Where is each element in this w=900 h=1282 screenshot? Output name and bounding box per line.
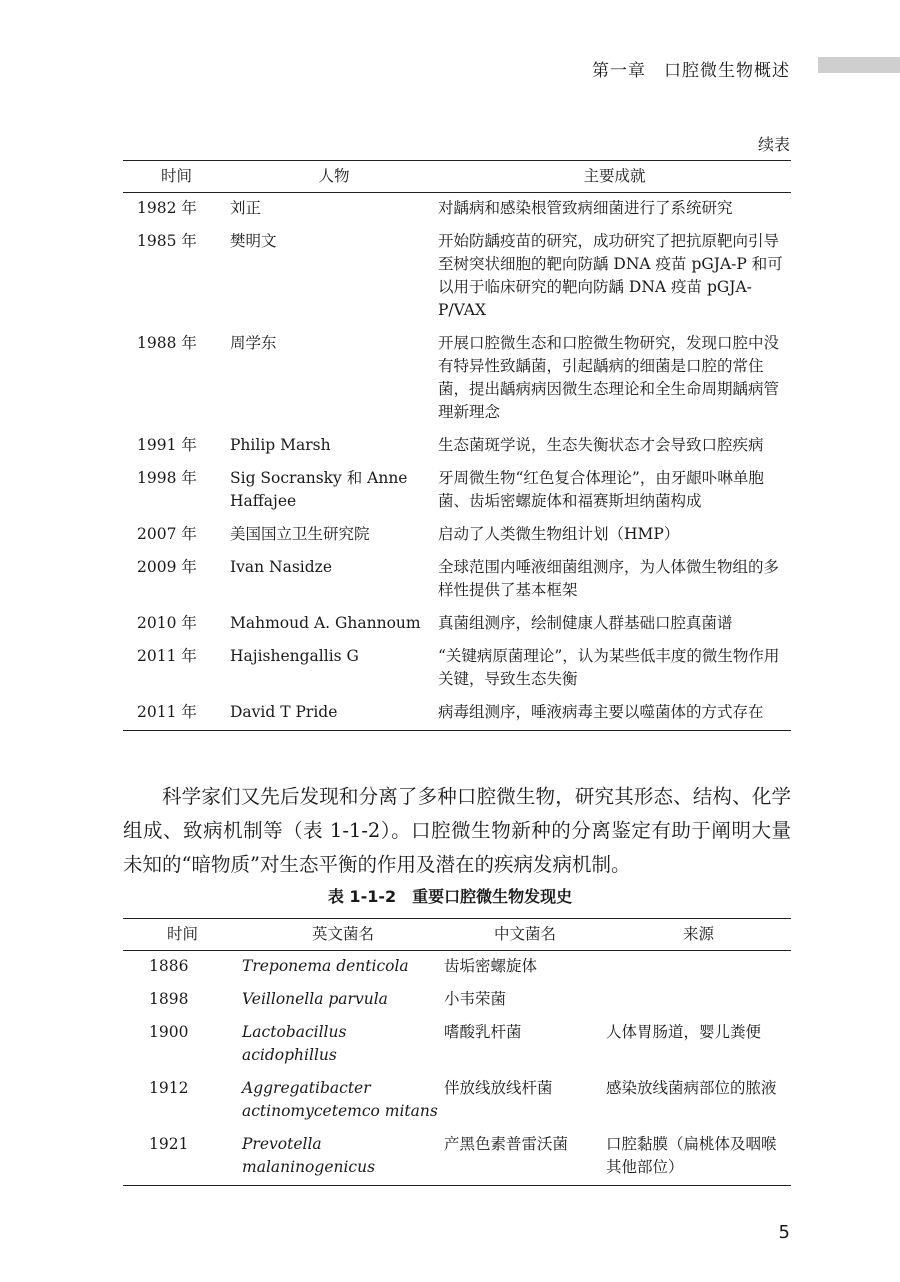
person-cell: 樊明文 [230,232,277,250]
source-cell: 感染放线菌病部位的脓液 [606,1079,777,1097]
column-header-achievement: 主要成就 [438,161,791,193]
person-cell: 周学东 [230,334,277,352]
english-name-cell: Treponema denticola [242,957,409,975]
person-cell: Mahmoud A. Ghannoum [230,614,421,632]
chinese-name-cell: 齿垢密螺旋体 [444,957,538,975]
english-name-cell: Prevotella malaninogenicus [242,1129,444,1186]
continued-label: 续表 [757,135,790,154]
year-cell: 2009 年 [137,558,197,576]
person-cell: 刘正 [230,199,262,217]
english-name-cell: Lactobacillus acidophillus [242,1023,347,1064]
english-name-cell: Aggregatibacter actinomycetemco mitans [242,1079,438,1120]
achievement-cell: 病毒组测序，唾液病毒主要以噬菌体的方式存在 [438,697,791,731]
year-cell: 1921 [123,1129,242,1186]
source-cell [606,951,791,985]
person-cell: Philip Marsh [230,436,331,454]
table-row [123,1073,791,1129]
chinese-name-cell: 小韦荣菌 [444,990,507,1008]
microbe-discovery-table [123,918,791,1186]
header-gray-bar [818,57,900,73]
year-cell: 1991 年 [137,436,197,454]
person-cell: 美国国立卫生研究院 [230,525,370,543]
person-cell: David T Pride [230,697,438,731]
year-cell: 1900 [149,1023,189,1041]
table-row [123,1017,791,1073]
year-cell: 2011 年 [137,647,197,665]
person-cell: Ivan Nasidze [230,558,333,576]
table-header-row [123,919,791,951]
page-number: 5 [778,1222,790,1243]
achievement-cell: “关键病原菌理论”，认为某些低丰度的微生物作用关键，导致生态失衡 [438,647,780,688]
person-cell: Sig Socransky 和 Anne Haffajee [230,469,408,510]
year-cell: 1988 年 [137,334,197,352]
achievement-cell: 牙周微生物“红色复合体理论”，由牙龈卟啉单胞菌、齿垢密螺旋体和福赛斯坦纳菌构成 [438,469,764,510]
table-header-row [123,161,791,193]
achievement-cell: 生态菌斑学说，生态失衡状态才会导致口腔疾病 [438,436,764,454]
column-header-english-name: 英文菌名 [242,919,444,951]
achievement-cell: 开展口腔微生态和口腔微生物研究，发现口腔中没有特异性致龋菌，引起龋病的细菌是口腔的常住菌，提出龋病病因微生态理论和全生命周期龋病管理新理念 [438,334,780,421]
table-row [123,984,791,1017]
table-row [123,226,791,328]
table-row [123,697,791,731]
column-header-person: 人物 [230,161,438,193]
year-cell: 1998 年 [137,469,197,487]
achievement-cell: 真菌组测序，绘制健康人群基础口腔真菌谱 [438,614,733,632]
body-paragraph: 科学家们又先后发现和分离了多种口腔微生物，研究其形态、结构、化学组成、致病机制等（表 1-1-2）。口腔微生物新种的分离鉴定有助于阐明大量未知的“暗物质”对生态平衡的作用及潜在的疾病发病机制。 [123,784,791,876]
table-row [123,641,791,697]
column-header-year: 时间 [123,161,230,193]
chapter-header-title: 第一章 口腔微生物概述 [592,61,790,81]
column-header-source: 来源 [606,919,791,951]
chinese-name-cell: 伴放线放线杆菌 [444,1079,553,1097]
table-row [123,519,791,552]
year-cell: 1898 [149,990,189,1008]
source-cell: 人体胃肠道，婴儿粪便 [606,1023,762,1041]
table-row [123,608,791,641]
chinese-name-cell: 嗜酸乳杆菌 [444,1023,522,1041]
year-cell: 1912 [149,1079,189,1097]
year-cell: 2011 年 [123,697,230,731]
table-row [123,951,791,985]
table-caption: 表 1-1-2 重要口腔微生物发现史 [327,887,573,906]
table-row [123,1129,791,1186]
year-cell: 2010 年 [137,614,197,632]
english-name-cell: Veillonella parvula [242,990,388,1008]
achievement-cell: 启动了人类微生物组计划（HMP） [438,525,680,543]
chinese-name-cell: 产黑色素普雷沃菌 [444,1129,606,1186]
year-cell: 1886 [149,957,189,975]
achievement-cell: 对龋病和感染根管致病细菌进行了系统研究 [438,199,733,217]
table-row [123,193,791,227]
year-cell: 1982 年 [137,199,197,217]
achievement-cell: 全球范围内唾液细菌组测序，为人体微生物组的多样性提供了基本框架 [438,558,780,599]
achievements-table [123,160,791,731]
year-cell: 2007 年 [137,525,197,543]
year-cell: 1985 年 [137,232,197,250]
source-cell: 口腔黏膜（扁桃体及咽喉其他部位） [606,1129,791,1186]
column-header-chinese-name: 中文菌名 [444,919,606,951]
table-row [123,328,791,430]
table-row [123,430,791,463]
column-header-year: 时间 [123,919,242,951]
table-row [123,552,791,608]
table-row [123,463,791,519]
achievement-cell: 开始防龋疫苗的研究，成功研究了把抗原靶向引导至树突状细胞的靶向防龋 DNA 疫苗 pGJA-P 和可以用于临床研究的靶向防龋 DNA 疫苗 pGJA-P/VAX [438,232,783,319]
source-cell [606,984,791,1017]
person-cell: Hajishengallis G [230,647,359,665]
